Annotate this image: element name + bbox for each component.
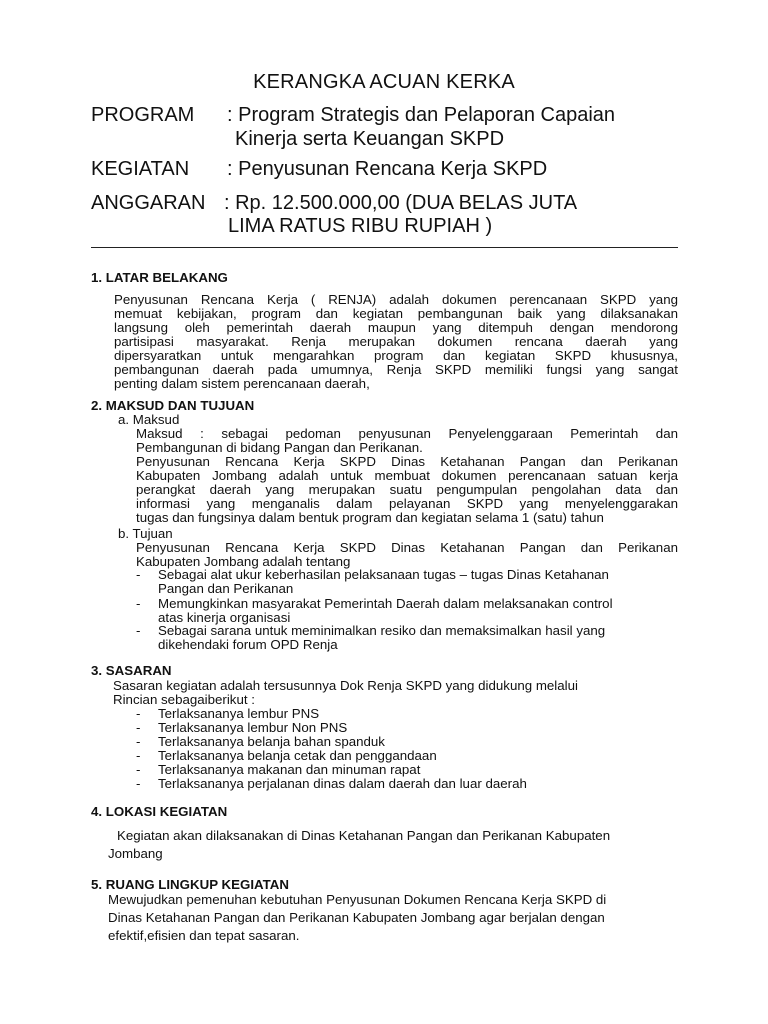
- paragraph-line: pembangunan daerah pada umumnya, Renja SKPD memiliki fungsi yang sangat: [114, 362, 678, 377]
- sasaran-list: [136, 707, 678, 793]
- anggaran-value-line-2: LIMA RATUS RIBU RUPIAH ): [228, 215, 493, 237]
- bullet-line: atas kinerja organisasi: [158, 610, 291, 625]
- kegiatan-value: : Penyusunan Rencana Kerja SKPD: [227, 158, 548, 180]
- lokasi-line: Kegiatan akan dilaksanakan di Dinas Ketahanan Pangan dan Perikanan Kabupaten: [117, 828, 611, 843]
- paragraph-line: Pembangunan di bidang Pangan dan Perikanan.: [136, 440, 423, 455]
- paragraph-line: perangkat daerah yang merupakan suatu pengumpulan pengolahan data dan: [136, 482, 678, 497]
- sasaran-intro-line: Sasaran kegiatan adalah tersusunnya Dok Renja SKPD yang didukung melalui: [113, 678, 578, 693]
- bullet-line: Sebagai alat ukur keberhasilan pelaksanaan tugas – tugas Dinas Ketahanan: [158, 567, 609, 582]
- section-heading-sasaran: 3. SASARAN: [91, 663, 172, 678]
- bullet-line: dikehendaki forum OPD Renja: [158, 637, 338, 652]
- dash-bullet: -: [136, 567, 141, 582]
- paragraph-line: langsung oleh pemerintah daerah maupun yang ditempuh dengan mendorong: [114, 320, 678, 335]
- section-heading-lokasi-kegiatan: 4. LOKASI KEGIATAN: [91, 804, 228, 819]
- dash-bullet: -: [136, 748, 141, 763]
- section-heading-latar-belakang: 1. LATAR BELAKANG: [91, 270, 228, 285]
- dash-bullet: -: [136, 596, 141, 611]
- paragraph-line: memuat kebijakan, program dan kegiatan pembangunan baik yang dilaksanakan: [114, 306, 678, 321]
- program-label: PROGRAM: [91, 104, 195, 126]
- paragraph-line: Kabupaten Jombang adalah tentang: [136, 554, 351, 569]
- paragraph-line: Maksud : sebagai pedoman penyusunan Penyelenggaraan Pemerintah dan: [136, 426, 678, 441]
- maksud-paragraph: [136, 427, 678, 525]
- list-item-text: Terlaksananya belanja cetak dan penggandaan: [158, 748, 437, 763]
- dash-bullet: -: [136, 720, 141, 735]
- ruang-lingkup-line: efektif,efisien dan tepat sasaran.: [108, 928, 300, 943]
- bullet-line: Pangan dan Perikanan: [158, 581, 294, 596]
- lokasi-line: Jombang: [108, 846, 163, 861]
- list-item-text: Terlaksananya belanja bahan spanduk: [158, 734, 385, 749]
- kegiatan-label: KEGIATAN: [91, 158, 190, 180]
- dash-bullet: -: [136, 734, 141, 749]
- program-value-line-1: : Program Strategis dan Pelaporan Capaian: [227, 104, 616, 126]
- tujuan-paragraph: [136, 541, 678, 569]
- list-item-text: Terlaksananya perjalanan dinas dalam daerah dan luar daerah: [158, 776, 527, 791]
- list-item-text: Terlaksananya makanan dan minuman rapat: [158, 762, 421, 777]
- paragraph-line: Penyusunan Rencana Kerja SKPD Dinas Ketahanan Pangan dan Perikanan: [136, 540, 678, 555]
- program-value-line-2: Kinerja serta Keuangan SKPD: [235, 128, 505, 150]
- list-item-text: Terlaksananya lembur Non PNS: [158, 720, 348, 735]
- latar-belakang-paragraph: [114, 293, 678, 391]
- paragraph-line: informasi yang menganalis dalam pelayanan SKPD yang menyelenggarakan: [136, 496, 678, 511]
- subsection-label-maksud: a. Maksud: [118, 412, 180, 427]
- tujuan-bullet-list: [136, 568, 678, 652]
- paragraph-line: Penyusunan Rencana Kerja ( RENJA) adalah dokumen perencanaan SKPD yang: [114, 292, 678, 307]
- paragraph-line: penting dalam sistem perencanaan daerah,: [114, 376, 370, 391]
- dash-bullet: -: [136, 623, 141, 638]
- list-item-text: Terlaksananya lembur PNS: [158, 706, 320, 721]
- sasaran-intro-line: Rincian sebagaiberikut :: [113, 692, 255, 707]
- paragraph-line: partisipasi masyarakat. Renja merupakan dokumen rencana daerah yang: [114, 334, 678, 349]
- bullet-line: Memungkinkan masyarakat Pemerintah Daerah dalam melaksanakan control: [158, 596, 613, 611]
- subsection-label-tujuan: b. Tujuan: [118, 526, 173, 541]
- ruang-lingkup-line: Mewujudkan pemenuhan kebutuhan Penyusunan Dokumen Rencana Kerja SKPD di: [108, 892, 607, 907]
- ruang-lingkup-line: Dinas Ketahanan Pangan dan Perikanan Kabupaten Jombang agar berjalan dengan: [108, 910, 605, 925]
- header-divider: [91, 247, 678, 248]
- paragraph-line: Penyusunan Rencana Kerja SKPD Dinas Ketahanan Pangan dan Perikanan: [136, 454, 678, 469]
- anggaran-value-line-1: : Rp. 12.500.000,00 (DUA BELAS JUTA: [224, 192, 578, 214]
- bullet-line: Sebagai sarana untuk meminimalkan resiko dan memaksimalkan hasil yang: [158, 623, 606, 638]
- dash-bullet: -: [136, 762, 141, 777]
- paragraph-line: dipersyaratkan untuk mengarahkan program dan kegiatan SKPD khususnya,: [114, 348, 678, 363]
- paragraph-line: Kabupaten Jombang adalah untuk membuat dokumen perencanaan satuan kerja: [136, 468, 678, 483]
- section-heading-maksud-tujuan: 2. MAKSUD DAN TUJUAN: [91, 398, 255, 413]
- document-title: KERANGKA ACUAN KERKA: [253, 71, 515, 93]
- paragraph-line: tugas dan fungsinya dalam bentuk program dan kegiatan selama 1 (satu) tahun: [136, 510, 604, 525]
- section-heading-ruang-lingkup: 5. RUANG LINGKUP KEGIATAN: [91, 877, 289, 892]
- dash-bullet: -: [136, 706, 141, 721]
- dash-bullet: -: [136, 776, 141, 791]
- anggaran-label: ANGGARAN: [91, 192, 206, 214]
